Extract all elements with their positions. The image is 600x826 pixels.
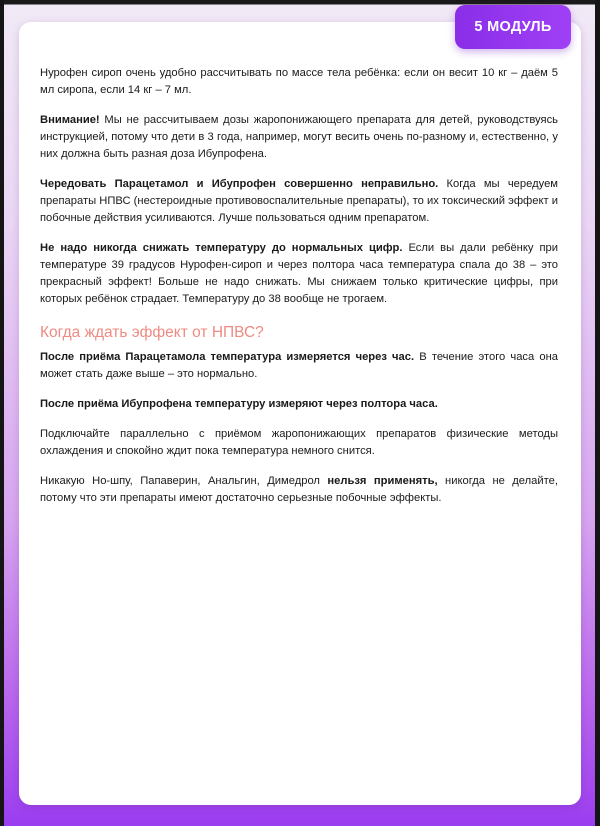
paragraph-forbidden-drugs: [40, 473, 558, 507]
paragraph-ibuprofen: [40, 396, 558, 413]
paragraph-bold-lead: Не надо никогда снижать температуру до нормальных цифр.: [40, 242, 403, 254]
document-content: [40, 65, 558, 520]
paragraph-text: Нурофен сироп очень удобно рассчитывать по массе тела ребёнка: если он весит 10 кг – даём 5 мл сиропа, если 14 кг – 7 мл.: [40, 67, 558, 96]
paragraph-text: Когда мы чередуем препараты НПВС (нестероидные противовоспалительные препараты), то их токсический эффект и побочные действия усиливаются. Лучше пользоваться одним препаратом.: [40, 178, 558, 224]
paragraph-cooling: [40, 426, 558, 460]
paragraph-normal-temperature: [40, 240, 558, 308]
paragraph-paracetamol: [40, 349, 558, 383]
paragraph-text: В течение этого часа она может стать даже выше – это нормально.: [40, 351, 559, 380]
paragraph-bold-lead: После приёма Парацетамола температура измеряется через час.: [40, 351, 415, 363]
module-badge: 5 МОДУЛЬ: [455, 5, 571, 49]
paragraph-attention: [40, 112, 558, 163]
paragraph-bold-lead: После приёма Ибупрофена температуру измеряют через полтора часа.: [40, 398, 438, 410]
paragraph-text: Мы не рассчитываем дозы жаропонижающего препарата для детей, руководствуясь инструкцией, потому что дети в 3 года, например, могут весить очень по-разному и, естественно, у них должна быть разная доза Ибупрофена.: [40, 114, 558, 160]
right-edge-strip: [595, 0, 600, 826]
paragraph-text: Никакую Но-шпу, Папаверин, Анальгин, Димедрол: [40, 475, 328, 487]
paragraph-syrup-dosage: [40, 65, 558, 99]
paragraph-bold-lead: Чередовать Парацетамол и Ибупрофен совершенно неправильно.: [40, 178, 439, 190]
paragraph-text: Подключайте параллельно с приёмом жаропонижающих препаратов физические методы охлаждения и спокойно ждит пока температура немного снится.: [40, 428, 558, 457]
paragraph-bold-lead: Внимание!: [40, 114, 100, 126]
paragraph-text: никогда не делайте, потому что эти препараты имеют достаточно серьезные побочные эффекты.: [40, 475, 558, 504]
section-heading: Когда ждать эффект от НПВС?: [40, 324, 264, 341]
paragraph-bold-inline: нельзя применять,: [327, 475, 438, 487]
paragraph-text: Если вы дали ребёнку при температуре 39 градусов Нурофен-сироп и через полтора часа температура спала до 38 – это прекрасный эффект! Больше не надо снижать. Мы снижаем только критические цифры, при которых ребёнок страдает. Температуру до 38 вообще не трогаем.: [40, 242, 559, 305]
paragraph-alternating: [40, 176, 558, 227]
left-edge-strip: [0, 0, 4, 826]
